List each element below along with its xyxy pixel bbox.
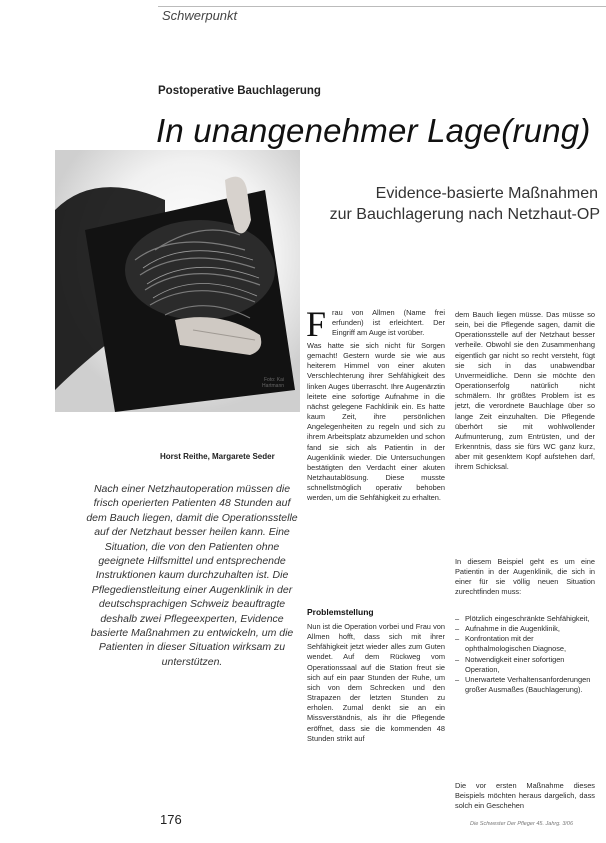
- article-subtitle-line2: zur Bauchlagerung nach Netzhaut-OP: [329, 206, 600, 223]
- article-headline: In unangenehmer Lage(rung): [156, 112, 591, 149]
- column3-body2: [455, 557, 595, 598]
- section-label: Schwerpunkt: [162, 8, 238, 23]
- list-item: – Aufnahme in die Augenklinik,: [455, 624, 560, 634]
- list-item: – Notwendigkeit einer sofortigen Operation,: [455, 654, 565, 674]
- article-kicker: Postoperative Bauchlagerung: [158, 85, 321, 97]
- column3-body-text: dem Bauch liegen müsse. Das müsse so sein, bei die Pflegende sagen, damit die Operationsstelle auf der Netzhaut besser verheile. Obwohl sie den Zusammenhang eigentlich gar nicht so recht versteht, fügt sie sich in das unabwendbar Unvermeidliche. Denn sie möchte den Operationserfolg natürlich nicht schmälern. Ihr größtes Problem ist es jetzt, die verordnete Bauchlage über so lange Zeit einzuhalten. Die Pflegende überhört sie mit wohlwollender Aufmunterung, zum Entrüsten, und der Erkenntnis, dass sie fürs WC ganz kurz, aber mit gesenktem Kopf aufstehen darf, ihrem Schicksal.: [455, 310, 595, 472]
- column2-lead-text: rau von Allmen (Name frei erfunden) ist erleichtert. Der Eingriff am Auge ist vorüber.: [332, 308, 445, 338]
- header-rule: [158, 6, 606, 7]
- column3-body3: [455, 781, 595, 811]
- column3-body2-text: In diesem Beispiel geht es um eine Patientin in der Augenklinik, die sich in einer für sie völlig neuen Situation zurechtfinden muss:: [455, 557, 595, 597]
- article-photo: [55, 150, 300, 412]
- article-subtitle-line1: Evidence-basierte Maßnahmen: [375, 185, 598, 202]
- article-intro: [84, 482, 300, 669]
- photo-credit: Foto: Kai Hartmann: [262, 377, 284, 389]
- article-authors: Horst Reithe, Margarete Seder: [160, 452, 275, 461]
- situation-list: [455, 614, 595, 695]
- drop-cap: F: [306, 304, 327, 344]
- intro-text: Nach einer Netzhautoperation müssen die frisch operierten Patienten 48 Stunden auf dem Bauch liegen, damit die Operationsstelle auf der Netzhaut besser heilen kann. Eine Situation, die von den Patienten ohne geeignete Hilfsmittel und entsprechende Instruktionen kaum durchzuhalten ist. Die Pflegedienstleitung einer Augenklinik in der deutschsprachigen Schweiz beauftragte deshalb zwei Pflegeexperten, Evidence basierte Maßnahmen zu entwickeln, um die Patienten in dieser Situation wirksam zu unterstützen.: [86, 483, 298, 668]
- column2-body2: [307, 622, 445, 744]
- column2-lead: [307, 308, 445, 338]
- list-item: – Unerwartete Verhaltensanforderungen großer Ausmaßes (Bauchlagerung).: [455, 674, 591, 695]
- column2-body2-text: Nun ist die Operation vorbei und Frau von Allmen hofft, dass sich mit ihrer Sehfähigkeit jetzt wieder alles zum Guten wendet. Auf dem Rückweg vom Operationssaal auf die Station freut sie sich auf ein paar Stunden der Ruhe, um sich von dem Schrecken und den Strapazen der letzten Stunden zu erholen. Zumal denkt sie an ein Missverständnis, als ihr die Pflegende eröffnet, dass sie die kommenden 48 Stunden strikt auf: [307, 622, 445, 743]
- column2-body-text: Was hatte sie sich nicht für Sorgen gemacht! Gestern wurde sie wie aus heiterem Himmel von einer akuten Verschlechterung ihrer Sehfähigkeit des linken Auges überrascht. Ihre Augenärztin leitete eine sofortige Aufnahme in die nächst gelegene Fachklinik ein. Es hatte kaum Zeit, ihre persönlichen Angelegenheiten zu regeln und sich zu ihrem Arbeitsplatz abzumelden und schon fand sie sich als Patientin in der Augenklinik wieder. Die Untersuchungen bestätigten den Verdacht einer akuten Netzhautablösung. Diese musste schnellstmöglich operativ behoben werden, um die Sehfähigkeit zu erhalten.: [307, 341, 445, 503]
- page-number: 176: [160, 812, 182, 827]
- column2-body: [307, 341, 445, 504]
- column3-body3-text: Die vor ersten Maßnahme dieses Beispiels möchten heraus dargelich, dass solch ein Geschehen: [455, 781, 595, 811]
- problem-heading: Problemstellung: [307, 607, 374, 617]
- list-item: – Plötzlich eingeschränkte Sehfähigkeit,: [455, 614, 590, 623]
- column3-body: [455, 310, 595, 473]
- journal-footer: Die Schwester Der Pfleger 45. Jahrg. 3/06: [470, 821, 574, 827]
- list-item: – Konfrontation mit der ophthalmologischen Diagnose,: [455, 634, 567, 654]
